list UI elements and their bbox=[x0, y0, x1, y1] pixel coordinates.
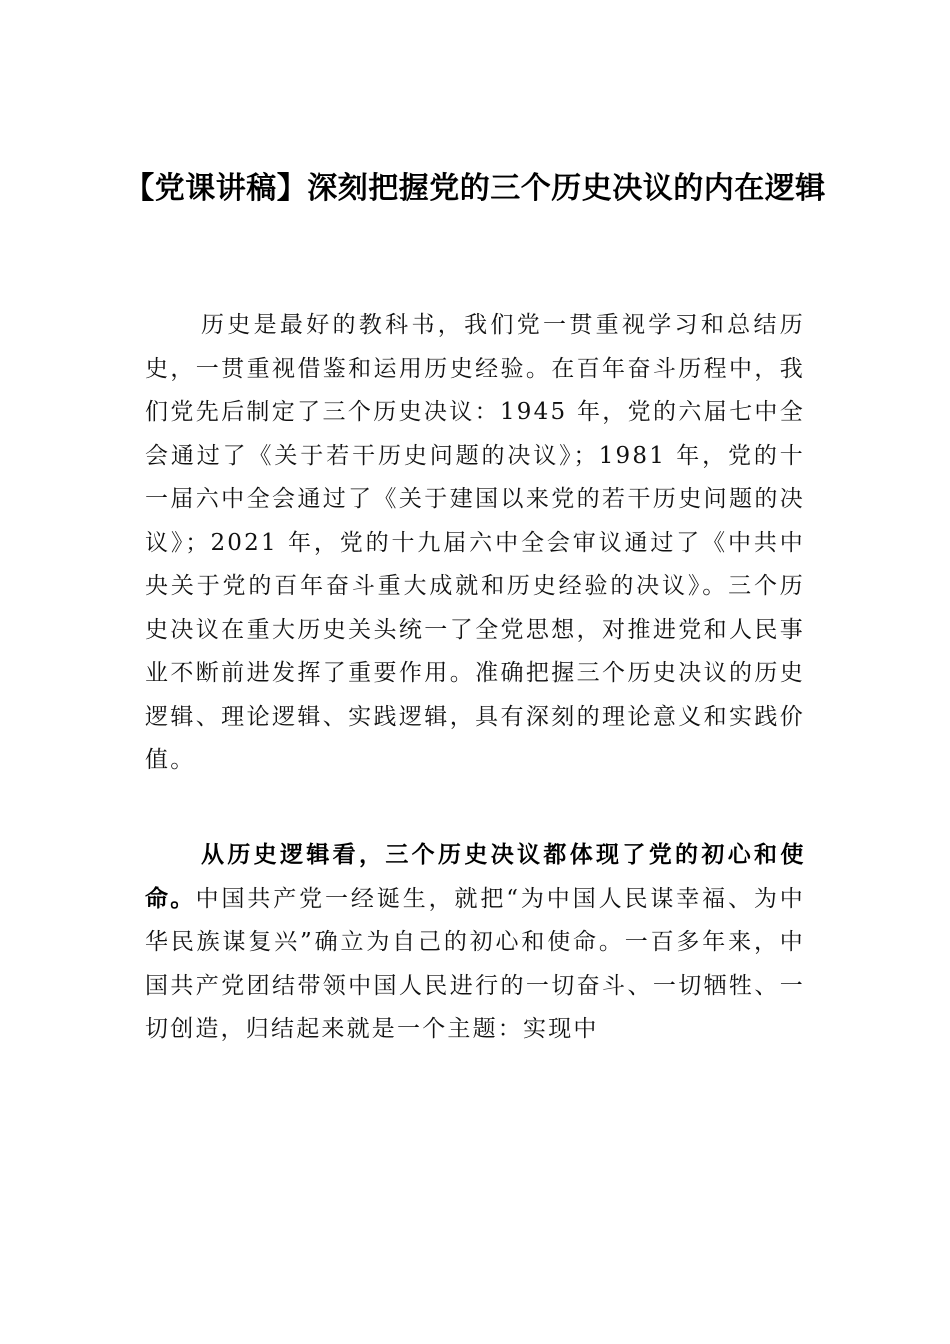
paragraph-text: 中国共产党一经诞生，就把“为中国人民谋幸福、为中华民族谋复兴”确立为自己的初心和使命。一百多年来，中国共产党团结带领中国人民进行的一切奋斗、一切牺牲、一切创造，归结起来就是一个主题：实现中 bbox=[145, 885, 806, 1042]
document-title: 【党课讲稿】深刻把握党的三个历史决议的内在逻辑 bbox=[124, 171, 826, 206]
paragraph-text: 历史是最好的教科书，我们党一贯重视学习和总结历史，一贯重视借鉴和运用历史经验。在百年奋斗历程中，我们党先后制定了三个历史决议：1945 年，党的六届七中全会通过了《关于若干历史问题的决议》；1981 年，党的十一届六中全会通过了《关于建国以来党的若干历史问题的决议》；2021 年，党的十九届六中全会审议通过了《中共中央关于党的百年奋斗重大成就和历史经验的决议》。三个历史决议在重大历史关头统一了全党思想，对推进党和人民事业不断前进发挥了重要作用。准确把握三个历史决议的历史逻辑、理论逻辑、实践逻辑，具有深刻的理论意义和实践价值。 bbox=[145, 312, 805, 773]
paragraph-historical-logic bbox=[145, 834, 805, 1052]
paragraph-intro bbox=[145, 304, 805, 783]
paragraph-lead-sentence: 从历史逻辑看，三个历史决议都体现了党的初心和使命。 bbox=[145, 842, 805, 912]
